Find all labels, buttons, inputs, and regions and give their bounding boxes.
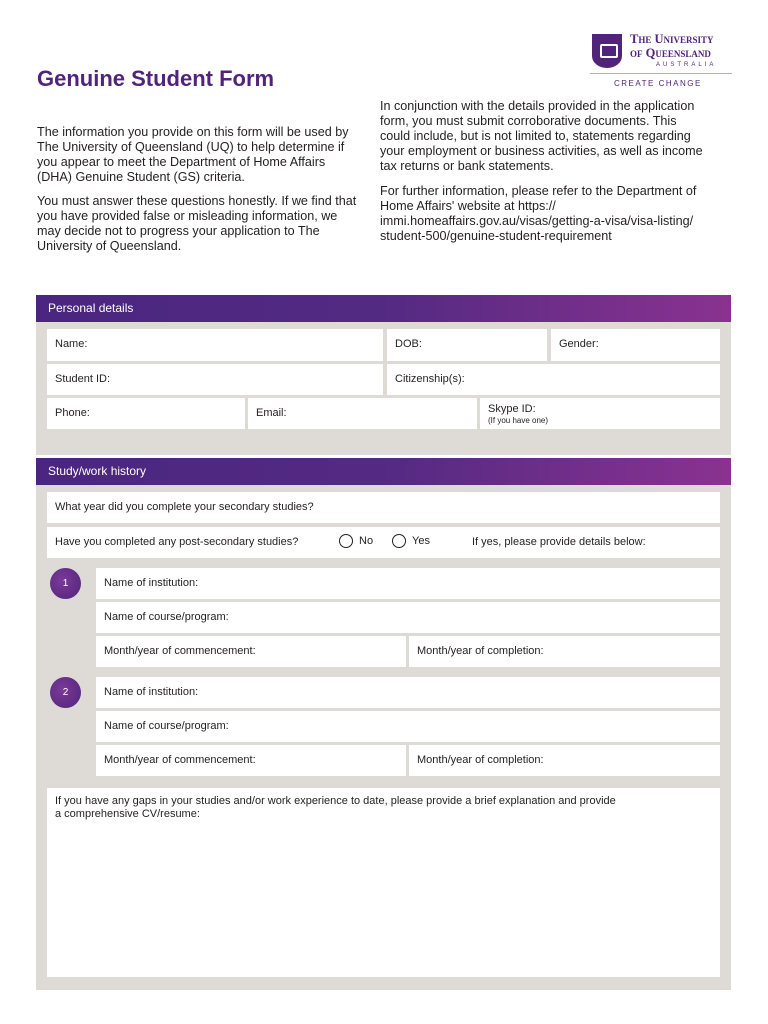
student-id-field[interactable]: Student ID: (47, 364, 383, 395)
radio-yes[interactable] (392, 534, 430, 548)
secondary-studies-field[interactable]: What year did you complete your secondary studies? (47, 492, 720, 523)
radio-no-label: No (359, 534, 374, 547)
intro-right-p1: In conjunction with the details provided in the application form, you must submit corroborative documents. This could include, but is not limited to, statements regarding your employment or business activities, as well as income tax returns or bank statements. (380, 99, 703, 173)
post-secondary-question: Have you completed any post-secondary studies? (55, 536, 299, 548)
email-field[interactable]: Email: (248, 398, 477, 429)
course-field-2[interactable]: Name of course/program: (96, 711, 720, 742)
post-secondary-row (47, 527, 720, 558)
uq-crest-icon (592, 34, 622, 68)
radio-no[interactable] (339, 534, 373, 548)
personal-details-header: Personal details (36, 295, 731, 322)
commencement-field-2[interactable]: Month/year of commencement: (96, 745, 406, 776)
logo-tagline: CREATE CHANGE (614, 79, 702, 88)
logo-line2: of Queensland (630, 46, 711, 60)
commencement-field-1[interactable]: Month/year of commencement: (96, 636, 406, 667)
page-title: Genuine Student Form (37, 66, 275, 91)
logo-divider (590, 73, 732, 74)
radio-circle-icon (339, 534, 353, 548)
gender-field[interactable]: Gender: (551, 329, 720, 361)
phone-field[interactable]: Phone: (47, 398, 245, 429)
entry-number-badge: 2 (50, 677, 81, 708)
uq-logo (590, 32, 732, 92)
name-field[interactable]: Name: (47, 329, 383, 361)
logo-line3: AUSTRALIA (656, 62, 717, 68)
intro-right-p2: For further information, please refer to the Department of Home Affairs' website at https:// immi.homeaffairs.gov.au/visas/getting-a-visa/visa-listing/ student-500/genuine-student-requirement (380, 184, 697, 243)
dob-field[interactable]: DOB: (387, 329, 547, 361)
skype-label: Skype ID: (488, 403, 536, 415)
completion-field-2[interactable]: Month/year of completion: (409, 745, 720, 776)
intro-left-p1: The information you provide on this form will be used by The University of Queensland (UQ) to help determine if you appear to meet the Department of Home Affairs (DHA) Genuine Student (GS) criteria. (37, 125, 349, 184)
citizenship-field[interactable]: Citizenship(s): (387, 364, 720, 395)
institution-field-1[interactable]: Name of institution: (96, 568, 720, 599)
institution-field-2[interactable]: Name of institution: (96, 677, 720, 708)
completion-field-1[interactable]: Month/year of completion: (409, 636, 720, 667)
course-field-1[interactable]: Name of course/program: (96, 602, 720, 633)
intro-left-p2: You must answer these questions honestly. If we find that you have provided false or misleading information, we may decide not to progress your application to The University of Queensland. (37, 194, 357, 253)
radio-circle-icon (392, 534, 406, 548)
radio-yes-label: Yes (412, 534, 430, 547)
if-yes-note: If yes, please provide details below: (472, 536, 646, 548)
logo-line1: The University (630, 32, 714, 46)
skype-field[interactable] (480, 398, 720, 429)
gaps-explanation-field[interactable]: If you have any gaps in your studies and/or work experience to date, please provide a brief explanation and provide a comprehensive CV/resume: (47, 788, 720, 977)
skype-note: (If you have one) (488, 416, 549, 425)
entry-number-badge: 1 (50, 568, 81, 599)
study-history-header: Study/work history (36, 458, 731, 485)
